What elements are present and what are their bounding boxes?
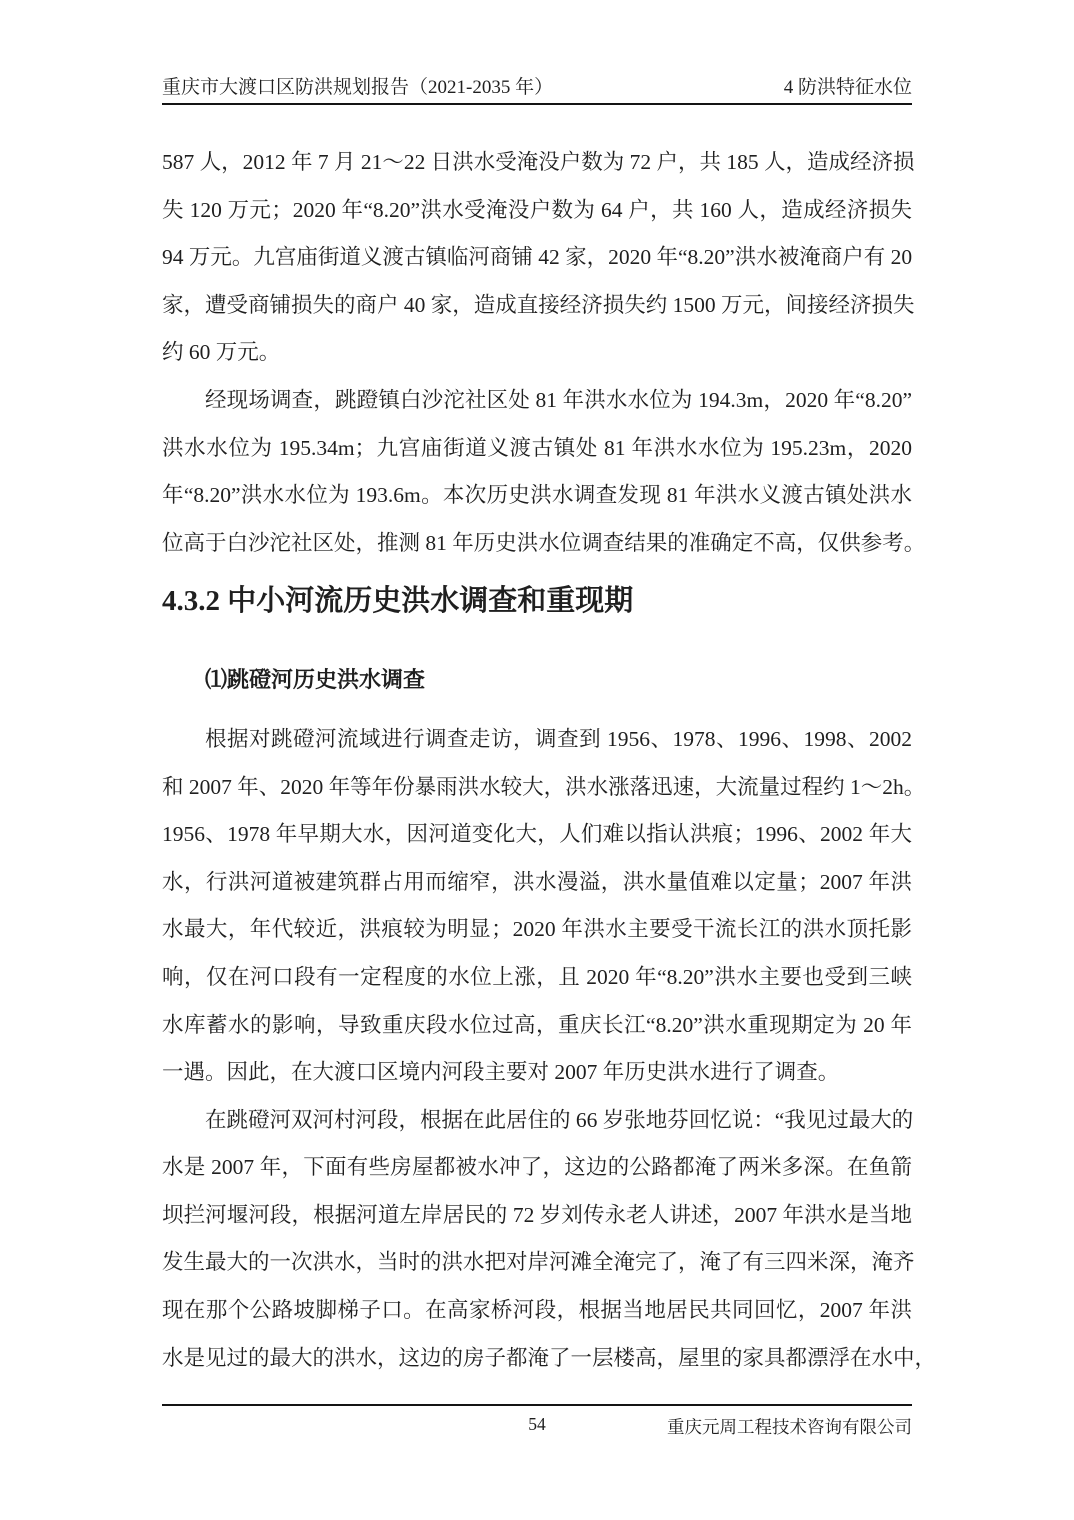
text-line: 1956、1978 年早期大水，因河道变化大，人们难以指认洪痕；1996、2002 年大	[162, 822, 912, 847]
text-line: 在跳磴河双河村河段，根据在此居住的 66 岁张地芬回忆说：“我见过最大的	[205, 1107, 914, 1132]
page-footer	[162, 1404, 912, 1448]
header-left-title: 重庆市大渡口区防洪规划报告（2021-2035 年）	[162, 77, 554, 98]
section-heading: 4.3.2 中小河流历史洪水调查和重现期	[162, 585, 634, 618]
text-line: 位高于白沙沱社区处，推测 81 年历史洪水位调查结果的准确定不高，仅供参考。	[162, 530, 926, 555]
text-line: 坝拦河堰河段，根据河道左岸居民的 72 岁刘传永老人讲述，2007 年洪水是当地	[162, 1202, 912, 1227]
text-line: 水最大，年代较近，洪痕较为明显；2020 年洪水主要受干流长江的洪水顶托影	[162, 917, 912, 942]
text-line: 发生最大的一次洪水，当时的洪水把对岸河滩全淹完了，淹了有三四米深，淹齐	[162, 1250, 915, 1275]
text-line: 587 人，2012 年 7 月 21～22 日洪水受淹没户数为 72 户，共 185 人，造成经济损	[162, 150, 915, 174]
page-number: 54	[528, 1414, 546, 1434]
text-line: 洪水水位为 195.34m；九宫庙街道义渡古镇处 81 年洪水水位为 195.23m，2020	[162, 435, 912, 460]
page-header	[162, 76, 912, 105]
text-line: 水是 2007 年，下面有些房屋都被水冲了，这边的公路都淹了两米多深。在鱼箭	[162, 1155, 912, 1180]
text-line: 年“8.20”洪水水位为 193.6m。本次历史洪水调查发现 81 年洪水义渡古镇处洪水	[162, 483, 912, 508]
paragraph	[162, 716, 926, 1097]
text-line: 现在那个公路坡脚梯子口。在高家桥河段，根据当地居民共同回忆，2007 年洪	[162, 1298, 912, 1323]
document-content	[162, 139, 937, 1382]
paragraph	[162, 1097, 937, 1383]
text-line: 一遇。因此，在大渡口区境内河段主要对 2007 年历史洪水进行了调查。	[162, 1060, 840, 1085]
text-line: 水，行洪河道被建筑群占用而缩窄，洪水漫溢，洪水量值难以定量；2007 年洪	[162, 869, 912, 894]
header-right-section: 4 防洪特征水位	[783, 77, 912, 98]
paragraph	[162, 377, 926, 567]
text-line: 家，遭受商铺损失的商户 40 家，造成直接经济损失约 1500 万元，间接经济损失	[162, 292, 915, 317]
text-line: 水库蓄水的影响，导致重庆段水位过高，重庆长江“8.20”洪水重现期定为 20 年	[162, 1012, 912, 1037]
subsection-heading: ⑴跳磴河历史洪水调查	[205, 667, 426, 693]
text-line: 水是见过的最大的洪水，这边的房子都淹了一层楼高，屋里的家具都漂浮在水中，	[162, 1345, 937, 1370]
footer-company: 重庆元周工程技术咨询有限公司	[667, 1417, 912, 1437]
text-line: 失 120 万元；2020 年“8.20”洪水受淹没户数为 64 户，共 160 人，造成经济损失	[162, 197, 912, 222]
text-line: 响，仅在河口段有一定程度的水位上涨，且 2020 年“8.20”洪水主要也受到三峡	[162, 964, 912, 989]
text-line: 经现场调查，跳蹬镇白沙沱社区处 81 年洪水水位为 194.3m，2020 年“8.20”	[205, 387, 912, 412]
text-line: 94 万元。九宫庙街道义渡古镇临河商铺 42 家，2020 年“8.20”洪水被淹商户有 20	[162, 245, 913, 270]
paragraph	[162, 139, 915, 377]
text-line: 约 60 万元。	[162, 340, 281, 365]
text-line: 根据对跳磴河流域进行调查走访，调查到 1956、1978、1996、1998、2002	[205, 726, 912, 751]
text-line: 和 2007 年、2020 年等年份暴雨洪水较大，洪水涨落迅速，大流量过程约 1～2h。	[162, 774, 926, 799]
